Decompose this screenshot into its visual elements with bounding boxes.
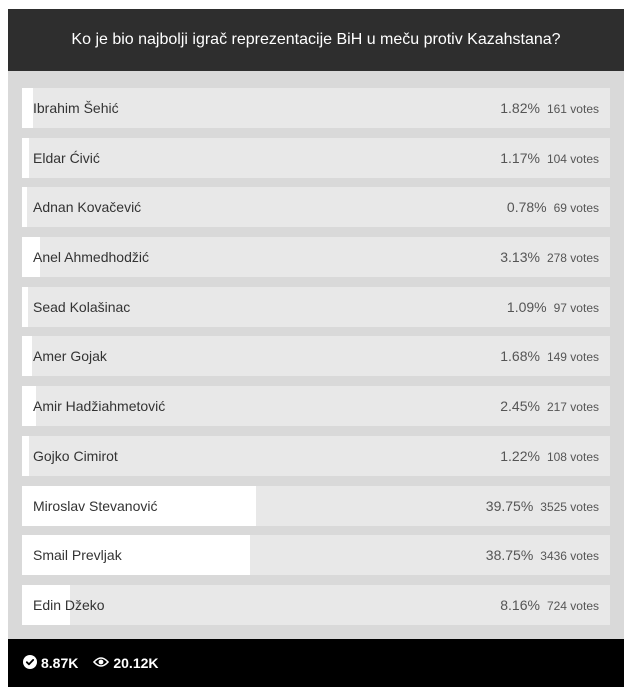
poll-option-percent: 1.22% (500, 447, 540, 464)
poll-option[interactable] (22, 187, 610, 227)
poll-question: Ko je bio najbolji igrač reprezentacije BiH u meču protiv Kazahstana? (8, 9, 624, 71)
poll-option-result-bar (22, 88, 33, 128)
poll-option-stats (500, 386, 599, 426)
poll-option-result-bar (22, 287, 28, 327)
poll-option[interactable] (22, 287, 610, 327)
poll-option[interactable] (22, 237, 610, 277)
poll-option-percent: 39.75% (485, 497, 534, 514)
poll-option[interactable] (22, 486, 610, 526)
poll-option-label: Amir Hadžiahmetović (33, 398, 166, 415)
total-votes-count: 8.87K (41, 655, 79, 671)
poll-option-votes: 724 votes (546, 598, 599, 613)
poll-option-votes: 278 votes (546, 251, 599, 266)
poll-option-stats (486, 535, 599, 575)
poll-option-percent: 8.16% (500, 596, 540, 613)
poll-option-stats (507, 187, 599, 227)
poll-option[interactable] (22, 386, 610, 426)
poll-option-stats (486, 486, 599, 526)
poll-option-percent: 1.09% (506, 298, 547, 315)
total-votes-stat (23, 655, 78, 672)
poll-option-label: Adnan Kovačević (33, 199, 142, 216)
poll-option-votes: 69 votes (553, 201, 599, 216)
poll-option-votes: 217 votes (546, 400, 599, 415)
poll-option-percent: 3.13% (500, 249, 540, 266)
poll-option-stats (500, 88, 599, 128)
eye-icon (93, 655, 113, 671)
poll-option-label: Edin Džeko (33, 596, 105, 613)
check-circle-icon (23, 655, 41, 672)
poll-option-votes: 3436 votes (540, 549, 599, 564)
poll-option-percent: 38.75% (485, 547, 534, 564)
poll-option-label: Gojko Cimirot (33, 447, 118, 464)
poll-option-stats (507, 287, 599, 327)
poll-option[interactable] (22, 138, 610, 178)
poll-option-stats (500, 585, 599, 625)
poll-option-votes: 97 votes (553, 300, 599, 315)
poll-options (22, 88, 610, 635)
poll-option[interactable] (22, 585, 610, 625)
poll-option-label: Miroslav Stevanović (33, 497, 158, 514)
poll-option-result-bar (22, 187, 27, 227)
views-stat (93, 655, 158, 671)
poll-option[interactable] (22, 436, 610, 476)
poll-option-votes: 3525 votes (540, 499, 599, 514)
poll-option-label: Anel Ahmedhodžić (33, 249, 149, 266)
poll-option-stats (500, 336, 599, 376)
poll-option-votes: 104 votes (546, 151, 599, 166)
poll-option[interactable] (22, 336, 610, 376)
poll-option-result-bar (22, 436, 29, 476)
poll-option-percent: 1.17% (500, 149, 540, 166)
poll-option[interactable] (22, 535, 610, 575)
poll-option-result-bar (22, 138, 29, 178)
poll-option-votes: 108 votes (546, 449, 599, 464)
poll-option-votes: 149 votes (546, 350, 599, 365)
poll-option-label: Sead Kolašinac (33, 298, 131, 315)
poll-option-percent: 0.78% (506, 199, 547, 216)
poll-option-votes: 161 votes (546, 102, 599, 116)
poll-option-percent: 2.45% (500, 398, 540, 415)
poll-option-label: Ibrahim Šehić (33, 100, 119, 116)
poll-footer (8, 639, 624, 687)
poll-option-result-bar (22, 336, 32, 376)
views-count: 20.12K (113, 655, 159, 671)
poll-option-percent: 1.68% (500, 348, 540, 365)
poll-widget (8, 9, 624, 687)
poll-option-stats (500, 237, 599, 277)
poll-option-stats (500, 138, 599, 178)
poll-option-percent: 1.82% (500, 100, 540, 116)
poll-option[interactable] (22, 88, 610, 128)
poll-option-label: Smail Prevljak (33, 547, 122, 564)
poll-option-label: Eldar Ćivić (33, 149, 100, 166)
poll-option-stats (500, 436, 599, 476)
poll-option-label: Amer Gojak (33, 348, 107, 365)
